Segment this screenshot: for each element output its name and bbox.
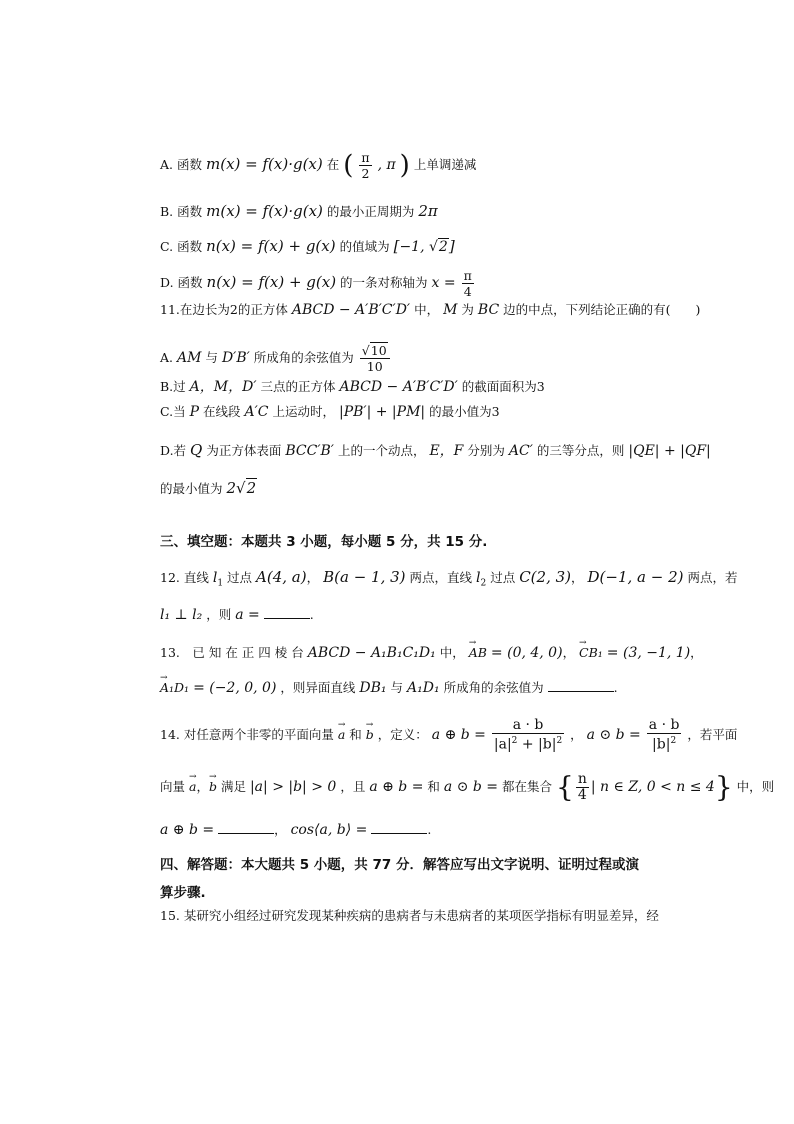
fraction: $\frac{a \cdot b}{|a|^2 + |b|^2}$ (493, 717, 563, 753)
answer-blank[interactable] (264, 606, 310, 619)
section-4-heading-cont: 算步骤. (160, 885, 206, 901)
fraction: $\frac{\pi}{2}$ (361, 150, 370, 181)
option-10a: A. 函数 m(x) = f(x)·g(x) 在 ( $\frac{\pi}{2}$ , π ) 上单调递减 (160, 150, 477, 181)
answer-blank[interactable] (548, 679, 614, 692)
question-11-stem: 11.在边长为2的正方体 ABCD − A′B′C′D′ 中， M 为 BC 边的中点，下列结论正确的有( ) (160, 302, 701, 318)
option-10d: D. 函数 n(x) = f(x) + g(x) 的一条对称轴为 x = $\frac{\pi}{4}$ (160, 268, 472, 299)
answer-blank[interactable] (371, 821, 427, 834)
option-10b: B. 函数 m(x) = f(x)·g(x) 的最小正周期为 2π (160, 202, 438, 220)
question-11-option-c: C.当 P 在线段 A′C 上运动时， |PB′| + |PM| 的最小值为3 (160, 404, 500, 420)
section-4-heading: 四、解答题：本大题共 5 小题，共 77 分．解答应写出文字说明、证明过程或演 (160, 857, 639, 873)
fraction: $\frac{a \cdot b}{|b|^2}$ (648, 717, 680, 753)
fraction: $\frac{n}{4}$ (577, 771, 587, 803)
question-14-cont: 向量 → a，→ b 满足 |a| > |b| > 0 ，且 a ⊕ b = 和 a ⊙ b = 都在集合 { $\frac{n}{4}$ | n ∈ Z, 0 < n ≤ 4} 中，则 (160, 772, 774, 803)
answer-blank[interactable] (218, 821, 274, 834)
fraction: $\frac{\pi}{4}$ (463, 268, 472, 299)
fraction: $\frac{√10}{10}$ (360, 343, 390, 374)
question-12: 12. 直线 $l_1$ 过点 A(4, a)， B(a − 1, 3) 两点，直线 $l_2$ 过点 C(2, 3)， D(−1, a − 2) 两点，若 (160, 568, 738, 589)
question-11-option-d-cont: 的最小值为 2√2 (160, 479, 257, 497)
question-13: 13. 已 知 在 正 四 棱 台 ABCD − A₁B₁C₁D₁ 中， → AB = (0, 4, 0)， → CB₁ = (3, −1, 1)， (160, 643, 703, 663)
option-10c: C. 函数 n(x) = f(x) + g(x) 的值域为 [−1, √2] (160, 237, 455, 255)
question-13-cont: → A₁D₁ = (−2, 0, 0) ，则异面直线 DB₁ 与 A₁D₁ 所成角的余弦值为 . (160, 678, 618, 698)
question-14: 14. 对任意两个非零的平面向量 → a 和 → b ，定义： a ⊕ b = $\frac{a \cdot b}{|a|^2 + |b|^2}$ ， a ⊙ b = $\frac{a \cdot b}{|b|^2}$ ，若平面 (160, 718, 737, 753)
question-14-answers: a ⊕ b = ， cos⟨a, b⟩ = . (160, 822, 432, 838)
question-12-cont: l₁ ⊥ l₂ ，则 a = . (160, 607, 314, 623)
question-11-option-d: D.若 Q 为正方体表面 BCC′B′ 上的一个动点， E，F 分别为 AC′ 的三等分点，则 |QE| + |QF| (160, 441, 711, 459)
question-11-option-b: B.过 A，M，D′ 三点的正方体 ABCD − A′B′C′D′ 的截面面积为3 (160, 379, 545, 395)
section-3-heading: 三、填空题：本题共 3 小题，每小题 5 分，共 15 分. (160, 534, 488, 550)
question-11-option-a: A. AM 与 D′B′ 所成角的余弦值为 $\frac{√10}{10}$ (160, 343, 392, 374)
question-15: 15. 某研究小组经过研究发现某种疾病的患病者与未患病者的某项医学指标有明显差异，经 (160, 908, 659, 923)
